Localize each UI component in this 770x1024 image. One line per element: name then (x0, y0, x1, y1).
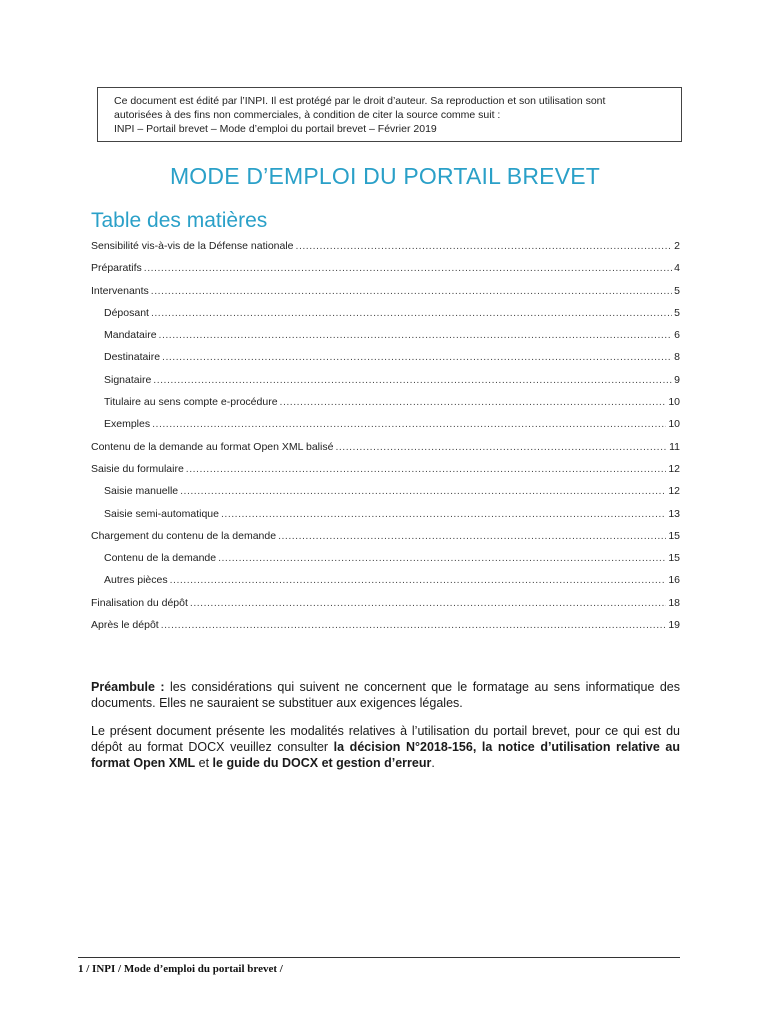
toc-subentry[interactable]: Saisie semi-automatique ..... 13 (91, 508, 680, 530)
toc-entry[interactable]: Sensibilité vis-à-vis de la Défense nationale ..... 2 (91, 240, 680, 262)
page-footer: 1 / INPI / Mode d’emploi du portail brevet / (78, 963, 283, 975)
toc-entry[interactable]: Chargement du contenu de la demande ..... 15 (91, 530, 680, 552)
preamble-paragraph (91, 679, 680, 711)
toc-subentry[interactable]: Autres pièces ..... 16 (91, 574, 680, 596)
toc-entry[interactable]: Intervenants ..... 5 (91, 285, 680, 307)
intro-paragraph: Le présent document présente les modalités relatives à l’utilisation du portail brevet, pour ce qui est du dépôt au format DOCX veuillez consulter la décision N°2018-156, la notice d’utilisation relative au format Open XML et le guide du DOCX et gestion d’erreur. (91, 724, 680, 770)
notice-line-2: autorisées à des fins non commerciales, à condition de citer la source comme suit : (114, 109, 501, 121)
document-title: MODE D’EMPLOI DU PORTAIL BREVET (169, 163, 601, 189)
notice-line-3: INPI – Portail brevet – Mode d’emploi du portail brevet – Février 2019 (114, 123, 437, 135)
preamble-text: les considérations qui suivent ne concernent que le formatage au sens informatique des documents. Elles ne sauraient se substituer aux exigences légales. (91, 680, 680, 710)
toc-entry[interactable]: Saisie du formulaire ..... 12 (91, 463, 680, 485)
toc-entry[interactable]: Après le dépôt ..... 19 (91, 619, 680, 641)
toc-subentry[interactable]: Contenu de la demande ..... 15 (91, 552, 680, 574)
toc-subentry[interactable]: Déposant ..... 5 (91, 307, 680, 329)
toc-subentry[interactable]: Saisie manuelle ..... 12 (91, 485, 680, 507)
copyright-notice-box (97, 87, 682, 142)
toc-heading: Table des matières (91, 209, 268, 232)
toc-subentry[interactable]: Exemples ..... 10 (91, 418, 680, 440)
table-of-contents (91, 240, 680, 641)
toc-subentry[interactable]: Titulaire au sens compte e-procédure ..... 10 (91, 396, 680, 418)
toc-subentry[interactable]: Mandataire ..... 6 (91, 329, 680, 351)
preamble-label: Préambule : (91, 680, 165, 694)
notice-reference: la notice d’utilisation relative au format Open XML (91, 740, 680, 770)
toc-subentry[interactable]: Signataire ..... 9 (91, 374, 680, 396)
decision-reference: la décision N°2018-156 (333, 740, 473, 754)
guide-reference: le guide du DOCX et gestion d’erreur (212, 756, 432, 770)
footer-divider (78, 957, 680, 958)
toc-entry[interactable]: Préparatifs ..... 4 (91, 262, 680, 284)
toc-entry[interactable]: Finalisation du dépôt ..... 18 (91, 597, 680, 619)
notice-line-1: Ce document est édité par l’INPI. Il est protégé par le droit d’auteur. Sa reproduction et son utilisation sont (114, 95, 606, 107)
toc-entry[interactable]: Contenu de la demande au format Open XML balisé ..... 11 (91, 441, 680, 463)
toc-subentry[interactable]: Destinataire ..... 8 (91, 351, 680, 373)
